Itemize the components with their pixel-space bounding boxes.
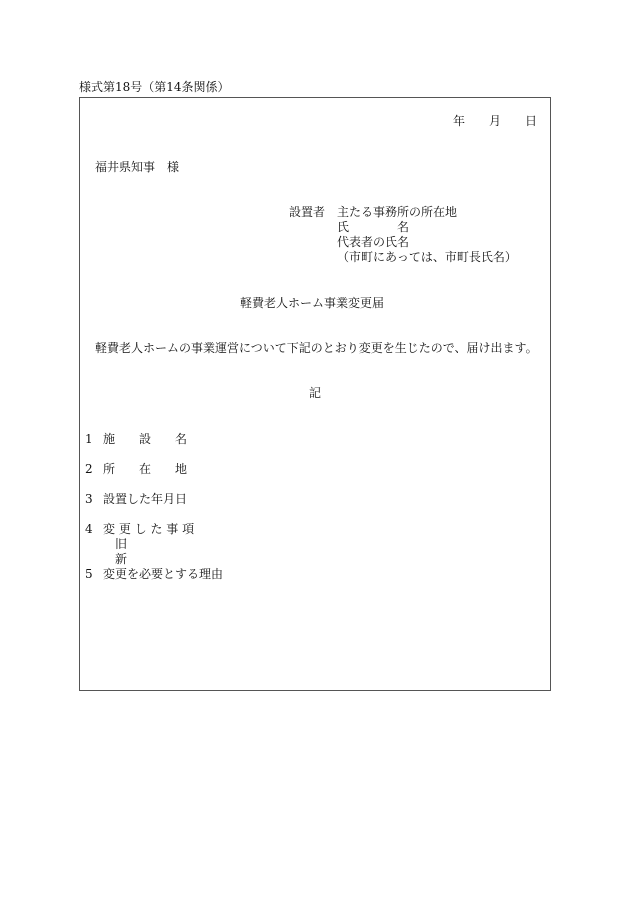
date-month-label: 月 <box>489 114 502 128</box>
change-new-label: 新 <box>115 552 128 566</box>
item-number: 1 <box>85 432 93 446</box>
applicant-label: 設置者 <box>289 205 326 219</box>
applicant-line-address: 主たる事務所の所在地 <box>337 205 458 219</box>
record-heading: 記 <box>309 386 322 400</box>
item-number: 3 <box>85 492 93 506</box>
item-facility-name: 施 設 名 <box>103 432 188 446</box>
item-changed-matters: 変 更 し た 事 項 <box>103 522 195 536</box>
addressee: 福井県知事 様 <box>95 160 180 174</box>
item-location: 所 在 地 <box>103 462 188 476</box>
document-title: 軽費老人ホーム事業変更届 <box>240 296 385 310</box>
item-number: 2 <box>85 462 93 476</box>
applicant-line-representative: 代表者の氏名 <box>337 235 410 249</box>
date-day-label: 日 <box>525 114 538 128</box>
applicant-line-municipal-note: （市町にあっては、市町長氏名） <box>337 250 517 264</box>
date-year-label: 年 <box>453 114 466 128</box>
form-number: 様式第18号（第14条関係） <box>79 80 230 94</box>
applicant-line-name: 氏 名 <box>337 220 410 234</box>
item-established-date: 設置した年月日 <box>103 492 188 506</box>
item-number: 4 <box>85 522 93 536</box>
item-change-reason: 変更を必要とする理由 <box>103 567 224 581</box>
body-text: 軽費老人ホームの事業運営について下記のとおり変更を生じたので、届け出ます。 <box>95 341 538 355</box>
item-number: 5 <box>85 567 93 581</box>
change-old-label: 旧 <box>115 537 128 551</box>
